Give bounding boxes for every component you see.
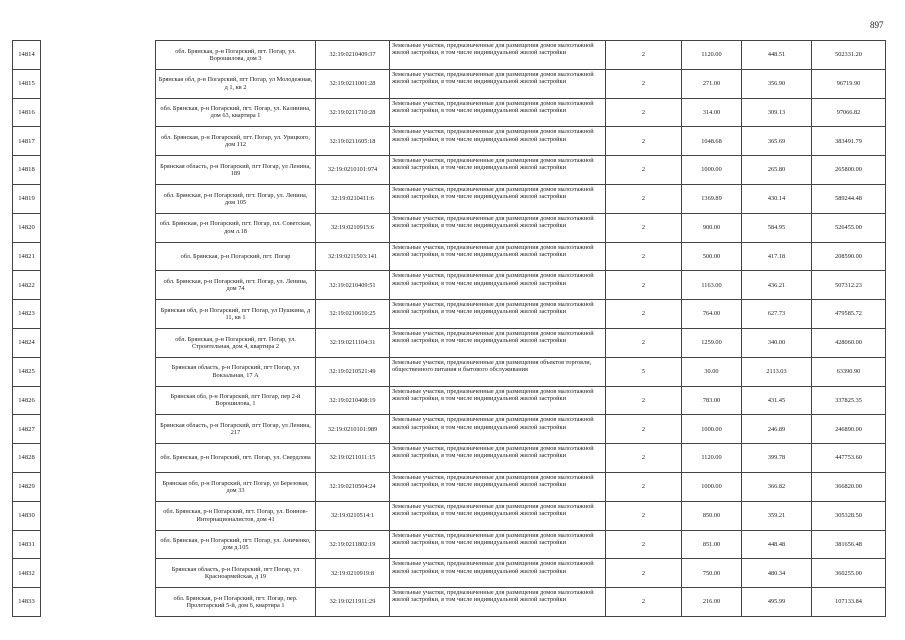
area-cell: 1369.89: [682, 184, 742, 213]
cadastral-value-cell: 107133.84: [812, 588, 886, 617]
area-cell: 1163.00: [682, 271, 742, 300]
area-cell: 314.00: [682, 98, 742, 127]
specific-value-cell: 417.18: [742, 242, 812, 271]
group-number-cell: 2: [606, 328, 682, 357]
cadastral-value-cell: 97066.82: [812, 98, 886, 127]
land-use-cell: Земельные участки, предназначенные для размещения домов малоэтажной жилой застройки, в том числе индивидуальной жилой застройки: [390, 98, 606, 127]
specific-value-cell: 309.13: [742, 98, 812, 127]
cadastral-value-cell: 96719.90: [812, 69, 886, 98]
area-cell: 850.00: [682, 501, 742, 530]
record-number-cell: 14831: [13, 530, 41, 559]
address-cell: обл. Брянская, р-н Погарский, пгт. Погар, ул. Свердлова: [156, 444, 316, 473]
land-use-cell: Земельные участки, предназначенные для размещения домов малоэтажной жилой застройки, в том числе индивидуальной жилой застройки: [390, 386, 606, 415]
area-cell: 271.00: [682, 69, 742, 98]
record-number-cell: 14818: [13, 156, 41, 185]
land-use-cell: Земельные участки, предназначенные для размещения объектов торговли, общественного питания и бытового обслуживания: [390, 357, 606, 386]
address-cell: Брянская обл, р-н Погарский, пгт Погар, пер 2-й Ворошилова, 1: [156, 386, 316, 415]
cadastral-number-cell: 32:19:0211104:31: [316, 328, 390, 357]
cadastral-value-cell: 265800.00: [812, 156, 886, 185]
group-number-cell: 5: [606, 357, 682, 386]
table-row: [13, 530, 886, 559]
cadastral-number-cell: 32:19:0211802:19: [316, 530, 390, 559]
group-number-cell: 2: [606, 41, 682, 70]
record-number-cell: 14822: [13, 271, 41, 300]
cadastral-number-cell: 32:19:0211710:28: [316, 98, 390, 127]
address-cell: Брянская область, р-н Погарский, пгт Погар, ул Вокзальная, 17 А: [156, 357, 316, 386]
land-use-cell: Земельные участки, предназначенные для размещения домов малоэтажной жилой застройки, в том числе индивидуальной жилой застройки: [390, 184, 606, 213]
spacer-cell: [41, 98, 156, 127]
table-row: [13, 559, 886, 588]
spacer-cell: [41, 69, 156, 98]
land-use-cell: Земельные участки, предназначенные для размещения домов малоэтажной жилой застройки, в том числе индивидуальной жилой застройки: [390, 41, 606, 70]
cadastral-value-cell: 589244.48: [812, 184, 886, 213]
land-use-cell: Земельные участки, предназначенные для размещения домов малоэтажной жилой застройки, в том числе индивидуальной жилой застройки: [390, 69, 606, 98]
spacer-cell: [41, 213, 156, 242]
address-cell: обл. Брянская, р-н Погарский, пгт. Погар, ул. Калинина, дом 63, квартира 1: [156, 98, 316, 127]
table-row: [13, 501, 886, 530]
cadastral-value-cell: 366820.00: [812, 472, 886, 501]
group-number-cell: 2: [606, 98, 682, 127]
specific-value-cell: 480.34: [742, 559, 812, 588]
specific-value-cell: 2113.03: [742, 357, 812, 386]
area-cell: 1120.00: [682, 41, 742, 70]
address-cell: Брянская область, р-н Погарский, пгт Погар, ул Красноармейская, д 19: [156, 559, 316, 588]
specific-value-cell: 495.99: [742, 588, 812, 617]
cadastral-number-cell: 32:19:0210409:51: [316, 271, 390, 300]
land-use-cell: Земельные участки, предназначенные для размещения домов малоэтажной жилой застройки, в том числе индивидуальной жилой застройки: [390, 213, 606, 242]
spacer-cell: [41, 530, 156, 559]
group-number-cell: 2: [606, 156, 682, 185]
table-row: [13, 386, 886, 415]
group-number-cell: 2: [606, 300, 682, 329]
address-cell: обл. Брянская, р-н Погарский, пгт. Погар, ул. Строительная, дом 4, квартира 2: [156, 328, 316, 357]
address-cell: обл. Брянская, р-н Погарский, пгт. Погар, ул. Урицкого, дом 112: [156, 127, 316, 156]
record-number-cell: 14826: [13, 386, 41, 415]
table-row: [13, 69, 886, 98]
land-use-cell: Земельные участки, предназначенные для размещения домов малоэтажной жилой застройки, в том числе индивидуальной жилой застройки: [390, 271, 606, 300]
cadastral-number-cell: 32:19:0210101:974: [316, 156, 390, 185]
table-row: [13, 213, 886, 242]
land-use-cell: Земельные участки, предназначенные для размещения домов малоэтажной жилой застройки, в том числе индивидуальной жилой застройки: [390, 242, 606, 271]
land-use-cell: Земельные участки, предназначенные для размещения домов малоэтажной жилой застройки, в том числе индивидуальной жилой застройки: [390, 415, 606, 444]
cadastral-value-cell: 383491.79: [812, 127, 886, 156]
record-number-cell: 14825: [13, 357, 41, 386]
address-cell: обл. Брянская, р-н Погарский, пгт. Погар: [156, 242, 316, 271]
table-row: [13, 357, 886, 386]
specific-value-cell: 246.89: [742, 415, 812, 444]
spacer-cell: [41, 472, 156, 501]
group-number-cell: 2: [606, 69, 682, 98]
record-number-cell: 14816: [13, 98, 41, 127]
table-row: [13, 300, 886, 329]
cadastral-value-cell: 507312.23: [812, 271, 886, 300]
address-cell: Брянская обл, р-н Погарский, пгт Погар, ул Пушкина, д 11, кв 1: [156, 300, 316, 329]
spacer-cell: [41, 559, 156, 588]
spacer-cell: [41, 357, 156, 386]
record-number-cell: 14827: [13, 415, 41, 444]
cadastral-number-cell: 32:19:0211503:141: [316, 242, 390, 271]
area-cell: 1000.00: [682, 156, 742, 185]
group-number-cell: 2: [606, 127, 682, 156]
address-cell: Брянская обл, р-н Погарский, пгт Погар, ул Молодежная, д 1, кв 2: [156, 69, 316, 98]
cadastral-number-cell: 32:19:0210101:989: [316, 415, 390, 444]
cadastral-number-cell: 32:19:0211011:15: [316, 444, 390, 473]
cadastral-number-cell: 32:19:0210919:8: [316, 559, 390, 588]
area-cell: 1000.00: [682, 472, 742, 501]
address-cell: обл. Брянская, р-н Погарский, пгт. Погар, ул. Воинов-Интернационалистов, дом 41: [156, 501, 316, 530]
table-row: [13, 184, 886, 213]
specific-value-cell: 340.00: [742, 328, 812, 357]
cadastral-number-cell: 32:19:0211911:29: [316, 588, 390, 617]
specific-value-cell: 436.21: [742, 271, 812, 300]
area-cell: 783.00: [682, 386, 742, 415]
land-use-cell: Земельные участки, предназначенные для размещения домов малоэтажной жилой застройки, в том числе индивидуальной жилой застройки: [390, 588, 606, 617]
group-number-cell: 2: [606, 444, 682, 473]
record-number-cell: 14832: [13, 559, 41, 588]
area-cell: 764.00: [682, 300, 742, 329]
area-cell: 900.00: [682, 213, 742, 242]
cadastral-value-cell: 63390.90: [812, 357, 886, 386]
cadastral-value-cell: 479585.72: [812, 300, 886, 329]
address-cell: обл. Брянская, р-н Погарский, пгт. Погар, ул. Аниченко, дом д.105: [156, 530, 316, 559]
cadastral-number-cell: 32:19:0211605:18: [316, 127, 390, 156]
land-use-cell: Земельные участки, предназначенные для размещения домов малоэтажной жилой застройки, в том числе индивидуальной жилой застройки: [390, 472, 606, 501]
spacer-cell: [41, 501, 156, 530]
address-cell: Брянская область, р-н Погарский, пгт Погар, ул Ленина, 217: [156, 415, 316, 444]
spacer-cell: [41, 444, 156, 473]
table-row: [13, 588, 886, 617]
record-number-cell: 14829: [13, 472, 41, 501]
address-cell: обл. Брянская, р-н Погарский, пгт. Погар, ул. Ленина, дом 105: [156, 184, 316, 213]
table-row: [13, 444, 886, 473]
land-use-cell: Земельные участки, предназначенные для размещения домов малоэтажной жилой застройки, в том числе индивидуальной жилой застройки: [390, 444, 606, 473]
cadastral-number-cell: 32:19:0210915:6: [316, 213, 390, 242]
specific-value-cell: 448.51: [742, 41, 812, 70]
group-number-cell: 2: [606, 588, 682, 617]
spacer-cell: [41, 415, 156, 444]
cadastral-number-cell: 32:19:0210521:49: [316, 357, 390, 386]
spacer-cell: [41, 156, 156, 185]
specific-value-cell: 265.80: [742, 156, 812, 185]
land-use-cell: Земельные участки, предназначенные для размещения домов малоэтажной жилой застройки, в том числе индивидуальной жилой застройки: [390, 156, 606, 185]
spacer-cell: [41, 41, 156, 70]
land-use-cell: Земельные участки, предназначенные для размещения домов малоэтажной жилой застройки, в том числе индивидуальной жилой застройки: [390, 501, 606, 530]
area-cell: 750.00: [682, 559, 742, 588]
table-row: [13, 98, 886, 127]
specific-value-cell: 399.78: [742, 444, 812, 473]
group-number-cell: 2: [606, 386, 682, 415]
spacer-cell: [41, 271, 156, 300]
group-number-cell: 2: [606, 184, 682, 213]
spacer-cell: [41, 242, 156, 271]
cadastral-value-cell: 428060.00: [812, 328, 886, 357]
group-number-cell: 2: [606, 271, 682, 300]
cadastral-value-cell: 246890.00: [812, 415, 886, 444]
cadastral-value-cell: 502331.20: [812, 41, 886, 70]
cadastral-value-cell: 337825.35: [812, 386, 886, 415]
table-row: [13, 415, 886, 444]
area-cell: 851.00: [682, 530, 742, 559]
area-cell: 1120.00: [682, 444, 742, 473]
specific-value-cell: 359.21: [742, 501, 812, 530]
record-number-cell: 14823: [13, 300, 41, 329]
address-cell: Брянская обл, р-н Погарский, пгт Погар, ул Березовая, дом 33: [156, 472, 316, 501]
area-cell: 1259.00: [682, 328, 742, 357]
spacer-cell: [41, 127, 156, 156]
cadastral-value-cell: 360255.00: [812, 559, 886, 588]
cadastral-number-cell: 32:19:0210409:37: [316, 41, 390, 70]
land-use-cell: Земельные участки, предназначенные для размещения домов малоэтажной жилой застройки, в том числе индивидуальной жилой застройки: [390, 300, 606, 329]
record-number-cell: 14833: [13, 588, 41, 617]
cadastral-number-cell: 32:19:0210514:1: [316, 501, 390, 530]
record-number-cell: 14814: [13, 41, 41, 70]
group-number-cell: 2: [606, 472, 682, 501]
cadastral-number-cell: 32:19:0211001:28: [316, 69, 390, 98]
table-row: [13, 271, 886, 300]
land-use-cell: Земельные участки, предназначенные для размещения домов малоэтажной жилой застройки, в том числе индивидуальной жилой застройки: [390, 559, 606, 588]
spacer-cell: [41, 300, 156, 329]
group-number-cell: 2: [606, 213, 682, 242]
record-number-cell: 14819: [13, 184, 41, 213]
group-number-cell: 2: [606, 530, 682, 559]
cadastral-value-cell: 526455.00: [812, 213, 886, 242]
table-body: [13, 41, 886, 617]
cadastral-number-cell: 32:19:0210408:19: [316, 386, 390, 415]
record-number-cell: 14815: [13, 69, 41, 98]
address-cell: Брянская область, р-н Погарский, пгт Погар, ул Ленина, 189: [156, 156, 316, 185]
table-row: [13, 472, 886, 501]
land-use-cell: Земельные участки, предназначенные для размещения домов малоэтажной жилой застройки, в том числе индивидуальной жилой застройки: [390, 530, 606, 559]
group-number-cell: 2: [606, 415, 682, 444]
specific-value-cell: 430.14: [742, 184, 812, 213]
cadastral-value-cell: 381656.48: [812, 530, 886, 559]
page-number: 897: [870, 20, 884, 30]
table-row: [13, 41, 886, 70]
address-cell: обл. Брянская, р-н Погарский, пгт. Погар, ул. Ворошилова, дом 3: [156, 41, 316, 70]
group-number-cell: 2: [606, 501, 682, 530]
group-number-cell: 2: [606, 559, 682, 588]
record-number-cell: 14830: [13, 501, 41, 530]
area-cell: 500.00: [682, 242, 742, 271]
record-number-cell: 14821: [13, 242, 41, 271]
specific-value-cell: 448.48: [742, 530, 812, 559]
record-number-cell: 14817: [13, 127, 41, 156]
table-row: [13, 328, 886, 357]
specific-value-cell: 365.69: [742, 127, 812, 156]
table-row: [13, 156, 886, 185]
area-cell: 30.00: [682, 357, 742, 386]
specific-value-cell: 356.90: [742, 69, 812, 98]
spacer-cell: [41, 386, 156, 415]
specific-value-cell: 627.73: [742, 300, 812, 329]
spacer-cell: [41, 184, 156, 213]
address-cell: обл. Брянская, р-н Погарский, пгт. Погар, пл. Советская, дом л.18: [156, 213, 316, 242]
area-cell: 1048.68: [682, 127, 742, 156]
spacer-cell: [41, 328, 156, 357]
cadastral-value-cell: 305328.50: [812, 501, 886, 530]
address-cell: обл. Брянская, р-н Погарский, пгт. Погар, ул. Ленина, дом 74: [156, 271, 316, 300]
cadastral-number-cell: 32:19:0210610:25: [316, 300, 390, 329]
record-number-cell: 14824: [13, 328, 41, 357]
specific-value-cell: 366.82: [742, 472, 812, 501]
record-number-cell: 14828: [13, 444, 41, 473]
specific-value-cell: 584.95: [742, 213, 812, 242]
record-number-cell: 14820: [13, 213, 41, 242]
area-cell: 1000.00: [682, 415, 742, 444]
cadastral-value-cell: 208590.00: [812, 242, 886, 271]
group-number-cell: 2: [606, 242, 682, 271]
cadastral-number-cell: 32:19:0210504:24: [316, 472, 390, 501]
land-use-cell: Земельные участки, предназначенные для размещения домов малоэтажной жилой застройки, в том числе индивидуальной жилой застройки: [390, 127, 606, 156]
cadastral-value-table: [12, 40, 886, 617]
spacer-cell: [41, 588, 156, 617]
specific-value-cell: 431.45: [742, 386, 812, 415]
cadastral-number-cell: 32:19:0210411:6: [316, 184, 390, 213]
table-row: [13, 242, 886, 271]
area-cell: 216.00: [682, 588, 742, 617]
address-cell: обл. Брянская, р-н Погарский, пгт. Погар, пер. Пролетарский 5-й, дом 6, квартира 1: [156, 588, 316, 617]
land-use-cell: Земельные участки, предназначенные для размещения домов малоэтажной жилой застройки, в том числе индивидуальной жилой застройки: [390, 328, 606, 357]
table-row: [13, 127, 886, 156]
cadastral-value-cell: 447753.60: [812, 444, 886, 473]
